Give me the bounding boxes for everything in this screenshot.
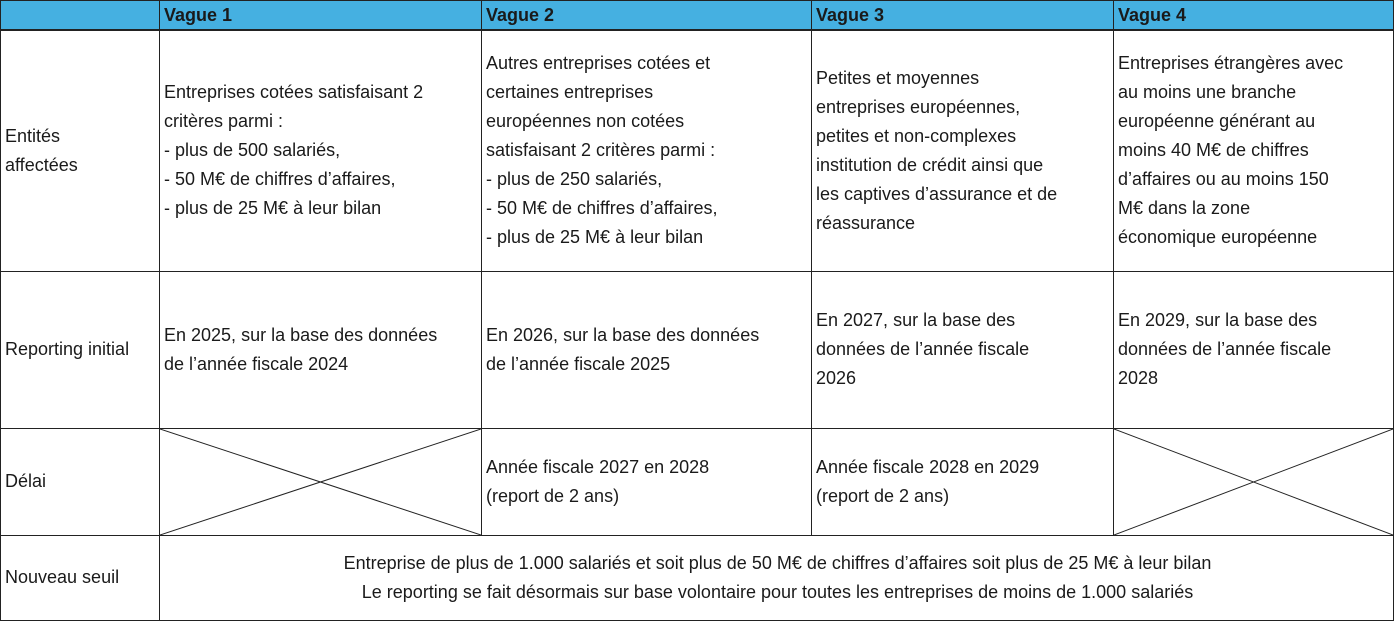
cell-delai-vague-1-crossed — [160, 428, 482, 535]
cell-entites-vague-2: Autres entreprises cotées et certaines entreprises européennes non cotées satisfaisant 2 critères parmi : - plus de 250 salariés, - 50 M€ de chiffres d’affaires, - plus de 25 M€ à leur bilan — [482, 30, 812, 271]
row-label-entites: Entités affectées — [1, 30, 160, 271]
row-nouveau-seuil — [1, 535, 1394, 620]
header-vague-1: Vague 1 — [160, 1, 482, 31]
row-entites-affectees — [1, 30, 1394, 271]
row-label-reporting: Reporting initial — [1, 271, 160, 428]
header-vague-3: Vague 3 — [812, 1, 1114, 31]
cell-delai-vague-4-crossed — [1114, 428, 1394, 535]
cross-out-icon — [1114, 429, 1393, 535]
cell-reporting-vague-3: En 2027, sur la base des données de l’année fiscale 2026 — [812, 271, 1114, 428]
row-reporting-initial — [1, 271, 1394, 428]
row-delai — [1, 428, 1394, 535]
header-row — [1, 1, 1394, 31]
cell-nouveau-seuil: Entreprise de plus de 1.000 salariés et soit plus de 50 M€ de chiffres d’affaires soit plus de 25 M€ à leur bilan Le reporting se fait désormais sur base volontaire pour toutes les entreprises de moins de 1.000 salariés — [160, 535, 1394, 620]
cell-entites-vague-4: Entreprises étrangères avec au moins une branche européenne générant au moins 40 M€ de chiffres d’affaires ou au moins 150 M€ dans la zone économique européenne — [1114, 30, 1394, 271]
cell-delai-vague-3: Année fiscale 2028 en 2029 (report de 2 ans) — [812, 428, 1114, 535]
cross-out-icon — [160, 429, 481, 535]
row-label-delai: Délai — [1, 428, 160, 535]
cell-entites-vague-1: Entreprises cotées satisfaisant 2 critères parmi : - plus de 500 salariés, - 50 M€ de chiffres d’affaires, - plus de 25 M€ à leur bilan — [160, 30, 482, 271]
cell-reporting-vague-4: En 2029, sur la base des données de l’année fiscale 2028 — [1114, 271, 1394, 428]
cell-reporting-vague-2: En 2026, sur la base des données de l’année fiscale 2025 — [482, 271, 812, 428]
header-vague-2: Vague 2 — [482, 1, 812, 31]
header-corner-cell — [1, 1, 160, 31]
row-label-seuil: Nouveau seuil — [1, 535, 160, 620]
header-vague-4: Vague 4 — [1114, 1, 1394, 31]
cell-reporting-vague-1: En 2025, sur la base des données de l’année fiscale 2024 — [160, 271, 482, 428]
cell-entites-vague-3: Petites et moyennes entreprises européennes, petites et non-complexes institution de crédit ainsi que les captives d’assurance et de réassurance — [812, 30, 1114, 271]
cell-delai-vague-2: Année fiscale 2027 en 2028 (report de 2 ans) — [482, 428, 812, 535]
